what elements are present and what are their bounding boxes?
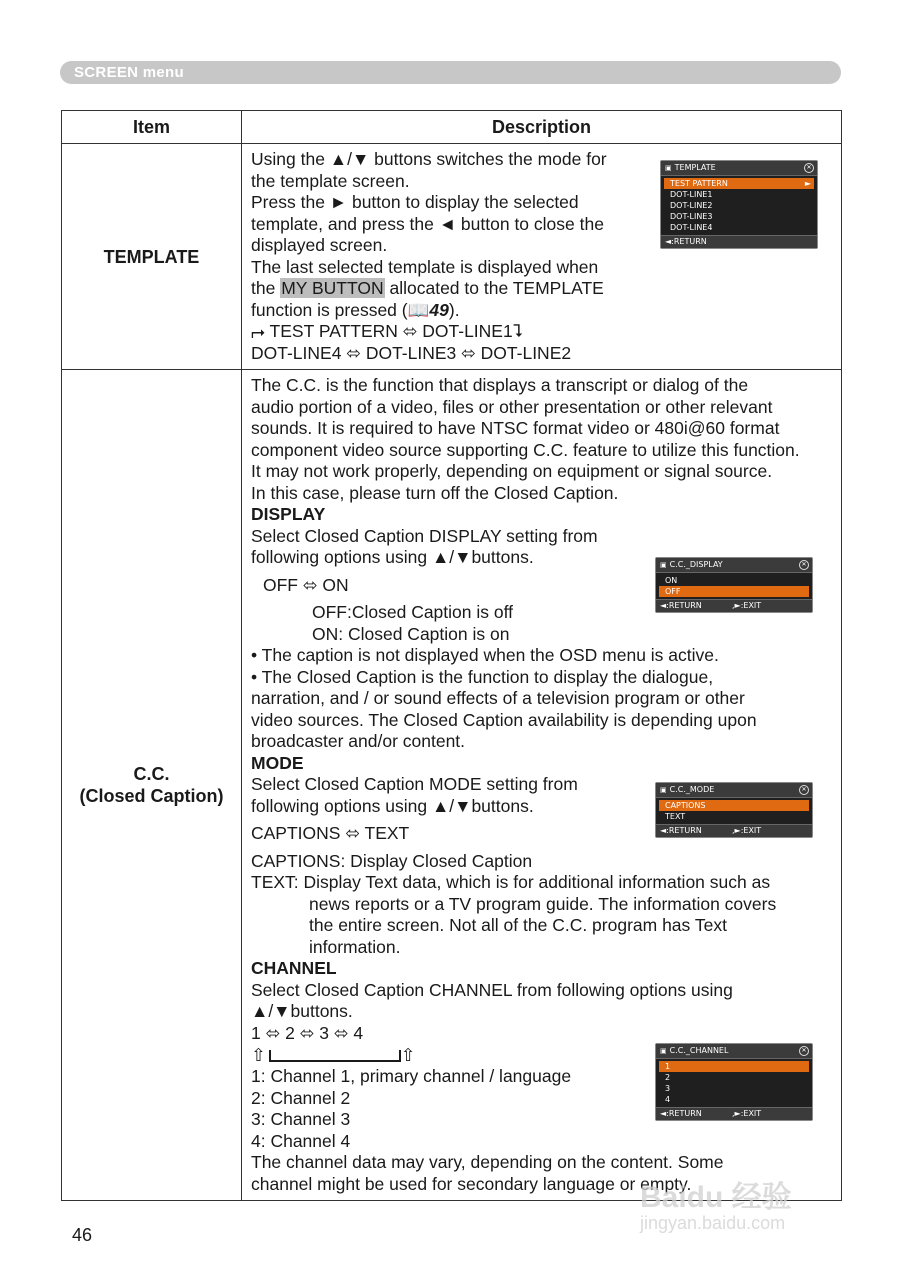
cc-intro-line: audio portion of a video, files or other presentation or other relevant xyxy=(251,396,773,417)
close-icon: ✕ xyxy=(804,163,814,173)
table-row-cc xyxy=(62,370,842,1201)
display-note: broadcaster and/or content. xyxy=(251,731,466,751)
channel-line: 3: Channel 3 xyxy=(251,1109,351,1129)
template-line: Press the ► button to display the selected xyxy=(251,192,579,212)
section-header-bar xyxy=(60,61,841,84)
channel-line: Select Closed Caption CHANNEL from following options using xyxy=(251,979,733,1000)
template-line xyxy=(251,278,833,300)
osd-body xyxy=(656,798,812,824)
screen-menu-table-wrapper xyxy=(61,110,841,1201)
osd-option-selected: OFF xyxy=(659,586,809,597)
osd-body xyxy=(661,176,817,235)
display-options: OFF ⬄ ON xyxy=(263,574,349,595)
osd-display-menu xyxy=(655,557,813,613)
osd-title: C.C._MODE xyxy=(669,785,715,794)
display-note: • The Closed Caption is the function to display the dialogue, xyxy=(251,666,714,687)
item-cc-line: (Closed Caption) xyxy=(79,786,224,806)
osd-title: TEMPLATE xyxy=(674,163,716,172)
table-header-row xyxy=(62,111,842,144)
template-line: displayed screen. xyxy=(251,235,388,255)
template-line: the template screen. xyxy=(251,170,410,191)
osd-title: C.C._CHANNEL xyxy=(669,1046,729,1055)
osd-title-bar xyxy=(656,783,812,798)
text-fragment: ). xyxy=(448,299,460,320)
mode-heading: MODE xyxy=(251,752,304,773)
mode-line: TEXT: Display Text data, which is for additional information such as xyxy=(251,872,771,892)
template-line: Using the ▲/▼ buttons switches the mode for xyxy=(251,149,607,169)
osd-title-bar xyxy=(661,161,817,176)
osd-template-menu xyxy=(660,160,818,249)
return-hint: ◄:RETURN xyxy=(660,826,702,835)
osd-footer xyxy=(656,1107,812,1120)
channel-line: 1: Channel 1, primary channel / language xyxy=(251,1066,572,1086)
loop-line xyxy=(269,1050,401,1062)
item-cc xyxy=(62,370,242,1201)
page-reference: 49 xyxy=(429,299,449,320)
book-icon: 📖 xyxy=(407,299,430,320)
template-cycle-line: ⮣ TEST PATTERN ⬄ DOT-LINE1⮧ xyxy=(251,321,524,341)
item-template: TEMPLATE xyxy=(62,144,242,370)
osd-option: DOT-LINE1 xyxy=(670,190,713,199)
mode-line: news reports or a TV program guide. The information covers xyxy=(309,893,777,914)
header-description: Description xyxy=(242,111,842,144)
item-cc-line: C.C. xyxy=(133,764,170,784)
display-note: video sources. The Closed Caption availability is depending upon xyxy=(251,709,757,730)
description-cc xyxy=(242,370,842,1201)
text-fragment: allocated to the TEMPLATE xyxy=(384,278,604,298)
menu-icon: ▣ xyxy=(665,164,672,172)
osd-title-bar xyxy=(656,558,812,573)
osd-option-selected: 1 xyxy=(659,1061,809,1072)
channel-heading: CHANNEL xyxy=(251,958,337,978)
osd-body xyxy=(656,573,812,599)
watermark-logo: Baidu 经验 xyxy=(640,1181,792,1214)
osd-footer xyxy=(656,824,812,837)
cc-intro-line: In this case, please turn off the Closed Caption. xyxy=(251,482,619,503)
osd-title-bar xyxy=(656,1044,812,1059)
text-fragment: the xyxy=(251,278,281,298)
menu-icon: ▣ xyxy=(660,1047,667,1055)
osd-option: DOT-LINE2 xyxy=(670,201,713,210)
display-line: ON: Closed Caption is on xyxy=(312,623,510,644)
template-cycle-line: DOT-LINE4 ⬄ DOT-LINE3 ⬄ DOT-LINE2 xyxy=(251,342,572,363)
osd-mode-menu xyxy=(655,782,813,838)
exit-hint: ,►:EXIT xyxy=(732,601,762,610)
return-hint: ◄:RETURN xyxy=(660,1109,702,1118)
display-line: Select Closed Caption DISPLAY setting from xyxy=(251,525,598,546)
text-fragment: function is pressed ( xyxy=(251,299,408,320)
channel-options: 1 ⬄ 2 ⬄ 3 ⬄ 4 xyxy=(251,1022,364,1043)
display-line: OFF:Closed Caption is off xyxy=(312,602,514,622)
cc-intro-line: sounds. It is required to have NTSC format video or 480i@60 format xyxy=(251,418,780,438)
channel-line: The channel data may vary, depending on the content. Some xyxy=(251,1152,724,1172)
osd-option: 2 xyxy=(665,1073,671,1082)
display-line: following options using ▲/▼buttons. xyxy=(251,547,534,567)
osd-option: 4 xyxy=(665,1095,671,1104)
display-note: narration, and / or sound effects of a television program or other xyxy=(251,688,745,708)
osd-option: 3 xyxy=(665,1084,671,1093)
osd-title: C.C._DISPLAY xyxy=(669,560,723,569)
osd-option-selected: CAPTIONS xyxy=(659,800,809,811)
arrow-right-icon: ► xyxy=(804,179,811,188)
osd-body xyxy=(656,1059,812,1107)
template-line xyxy=(251,300,833,322)
mode-line: information. xyxy=(309,936,401,957)
cc-intro-line: It may not work properly, depending on equipment or signal source. xyxy=(251,461,773,481)
watermark-url: jingyan.baidu.com xyxy=(640,1213,786,1233)
osd-footer xyxy=(656,599,812,612)
exit-hint: ,►:EXIT xyxy=(732,1109,762,1118)
menu-icon: ▣ xyxy=(660,561,667,569)
up-arrow-icon: ⇧ xyxy=(400,1045,416,1065)
close-icon: ✕ xyxy=(799,785,809,795)
osd-option: DOT-LINE4 xyxy=(670,223,713,232)
template-line: The last selected template is displayed when xyxy=(251,256,599,277)
mode-line: following options using ▲/▼buttons. xyxy=(251,795,534,816)
template-line: template, and press the ◄ button to close the xyxy=(251,213,604,234)
osd-footer: ◄:RETURN xyxy=(661,235,817,248)
osd-option: ON xyxy=(665,576,678,585)
mode-line: CAPTIONS: Display Closed Caption xyxy=(251,850,533,871)
close-icon: ✕ xyxy=(799,560,809,570)
return-hint: ◄:RETURN xyxy=(660,601,702,610)
osd-option: DOT-LINE3 xyxy=(670,212,713,221)
channel-line: ▲/▼buttons. xyxy=(251,1001,353,1021)
channel-line: channel might be used for secondary language or empty. xyxy=(251,1173,692,1194)
osd-option-label: TEST PATTERN xyxy=(670,179,728,188)
screen-menu-table xyxy=(61,110,842,1201)
header-item: Item xyxy=(62,111,242,144)
section-title: SCREEN menu xyxy=(74,64,184,81)
display-heading: DISPLAY xyxy=(251,504,326,524)
menu-icon: ▣ xyxy=(660,786,667,794)
table-row-template xyxy=(62,144,842,370)
osd-option-selected xyxy=(664,178,814,189)
description-template xyxy=(242,144,842,370)
page-number: 46 xyxy=(72,1225,93,1245)
cc-intro-line: component video source supporting C.C. feature to utilize this function. xyxy=(251,439,800,460)
my-button-highlight: MY BUTTON xyxy=(281,278,384,298)
osd-option: TEXT xyxy=(665,812,686,821)
cc-intro-line: The C.C. is the function that displays a transcript or dialog of the xyxy=(251,375,749,395)
mode-options: CAPTIONS ⬄ TEXT xyxy=(251,823,410,843)
exit-hint: ,►:EXIT xyxy=(732,826,762,835)
close-icon: ✕ xyxy=(799,1046,809,1056)
channel-line: 2: Channel 2 xyxy=(251,1087,351,1108)
up-arrow-icon: ⇧ xyxy=(251,1045,266,1065)
osd-channel-menu xyxy=(655,1043,813,1121)
display-note: • The caption is not displayed when the OSD menu is active. xyxy=(251,645,719,665)
mode-line: the entire screen. Not all of the C.C. program has Text xyxy=(309,915,727,935)
mode-line: Select Closed Caption MODE setting from xyxy=(251,774,578,794)
channel-line: 4: Channel 4 xyxy=(251,1130,351,1151)
